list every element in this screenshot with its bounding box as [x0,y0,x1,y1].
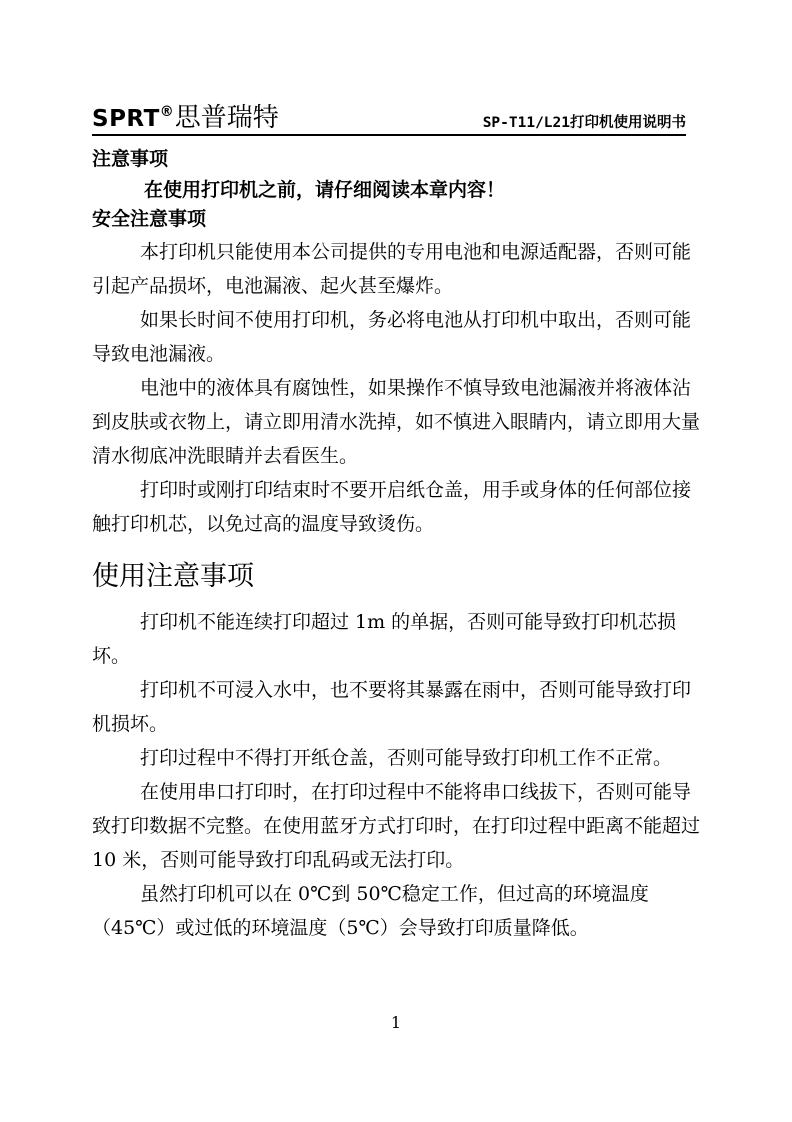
brand-latin: SPRT [92,106,160,132]
usage-paragraph: 虽然打印机可以在 0℃到 50℃稳定工作，但过高的环境温度（45℃）或过低的环境温度（5℃）会导致打印质量降低。 [92,883,649,939]
safety-paragraph: 如果长时间不使用打印机，务必将电池从打印机中取出，否则可能导致电池漏液。 [92,309,692,365]
safety-paragraph: 电池中的液体具有腐蚀性，如果操作不慎导致电池漏液并将液体沾到皮肤或衣物上，请立即用清水洗掉，如不慎进入眼睛内，请立即用大量清水彻底冲洗眼睛并去看医生。 [92,377,701,467]
usage-paragraph: 打印机不能连续打印超过 1m 的单据，否则可能导致打印机芯损坏。 [92,611,677,667]
notice-heading: 注意事项 [92,148,169,170]
safety-paragraph: 本打印机只能使用本公司提供的专用电池和电源适配器，否则可能引起产品损坏，电池漏液、起火甚至爆炸。 [92,241,692,297]
usage-paragraph: 打印机不可浸入水中，也不要将其暴露在雨中，否则可能导致打印机损坏。 [92,679,692,735]
safety-heading: 安全注意事项 [92,208,207,230]
usage-paragraph: 在使用串口打印时，在打印过程中不能将串口线拔下，否则可能导致打印数据不完整。在使用蓝牙方式打印时，在打印过程中距离不能超过 10 米，否则可能导致打印乱码或无法打印。 [92,781,701,871]
page-header [92,92,686,136]
document-title: SP-T11/L21打印机使用说明书 [482,114,686,131]
brand-chinese: 思普瑞特 [174,103,279,133]
page-content [92,144,702,945]
registered-mark: ® [159,104,174,120]
brand-logo [92,105,279,131]
safety-paragraph: 打印时或刚打印结束时不要开启纸仓盖，用手或身体的任何部位接触打印机芯，以免过高的温度导致烫伤。 [92,479,692,535]
usage-heading: 使用注意事项 [92,561,254,592]
usage-paragraph: 打印过程中不得打开纸仓盖，否则可能导致打印机工作不正常。 [140,747,673,769]
page-number: 1 [390,1013,402,1032]
notice-intro: 在使用打印机之前，请仔细阅读本章内容！ [144,179,506,201]
